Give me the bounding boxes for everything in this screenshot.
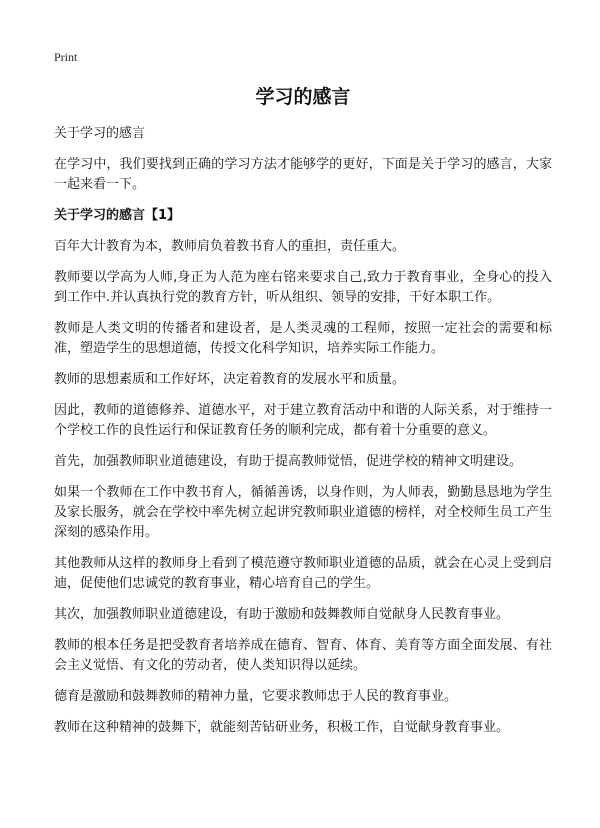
paragraph-7: 如果一个教师在工作中教书育人，循循善诱，以身作则，为人师表，勤勤恳恳地为学生及家长服务，就会在学校中率先树立起讲究教师职业道德的榜样，对全校师生员工产生深刻的感染作用。 bbox=[54, 485, 552, 540]
paragraph-1: 百年大计教育为本，教师肩负着教书育人的重担，责任重大。 bbox=[54, 239, 406, 254]
paragraph-9: 其次，加强教师职业道德建设，有助于激励和鼓舞教师自觉献身人民教育事业。 bbox=[54, 607, 510, 622]
paragraph-5: 因此，教师的道德修养、道德水平，对于建立教育活动中和谐的人际关系，对于维持一个学校工作的良性运行和保证教育任务的顺利完成，都有着十分重要的意义。 bbox=[54, 403, 552, 438]
paragraph-12: 教师在这种精神的鼓舞下，就能刻苦钻研业务，积极工作，自觉献身教育事业。 bbox=[54, 720, 510, 735]
paragraph-3: 教师是人类文明的传播者和建设者，是人类灵魂的工程师，按照一定社会的需要和标准，塑造学生的思想道德，传授文化科学知识，培养实际工作能力。 bbox=[54, 321, 552, 356]
paragraph-4: 教师的思想素质和工作好坏，决定着教育的发展水平和质量。 bbox=[54, 372, 406, 387]
paragraph-2: 教师要以学高为人师,身正为人范为座右铭来要求自己,致力于教育事业，全身心的投入到工作中.并认真执行党的教育方针，听从组织、领导的安排，干好本职工作。 bbox=[54, 270, 552, 305]
article-subtitle: 关于学习的感言 bbox=[54, 126, 146, 141]
print-link[interactable]: Print bbox=[54, 50, 78, 64]
intro-paragraph: 在学习中，我们要找到正确的学习方法才能够学的更好，下面是关于学习的感言，大家一起来看一下。 bbox=[54, 157, 552, 192]
section-heading: 关于学习的感言【1】 bbox=[54, 208, 181, 223]
paragraph-8: 其他教师从这样的教师身上看到了模范遵守教师职业道德的品质，就会在心灵上受到启迪，促使他们忠诚党的教育事业，精心培育自己的学生。 bbox=[54, 556, 552, 591]
page-title: 学习的感言 bbox=[255, 86, 351, 108]
paragraph-11: 德育是激励和鼓舞教师的精神力量，它要求教师忠于人民的教育事业。 bbox=[54, 689, 458, 704]
paragraph-6: 首先，加强教师职业道德建设，有助于提高教师觉悟，促进学校的精神文明建设。 bbox=[54, 454, 523, 469]
paragraph-10: 教师的根本任务是把受教育者培养成在德育、智育、体育、美育等方面全面发展、有社会主义觉悟、有文化的劳动者，使人类知识得以延续。 bbox=[54, 638, 552, 673]
